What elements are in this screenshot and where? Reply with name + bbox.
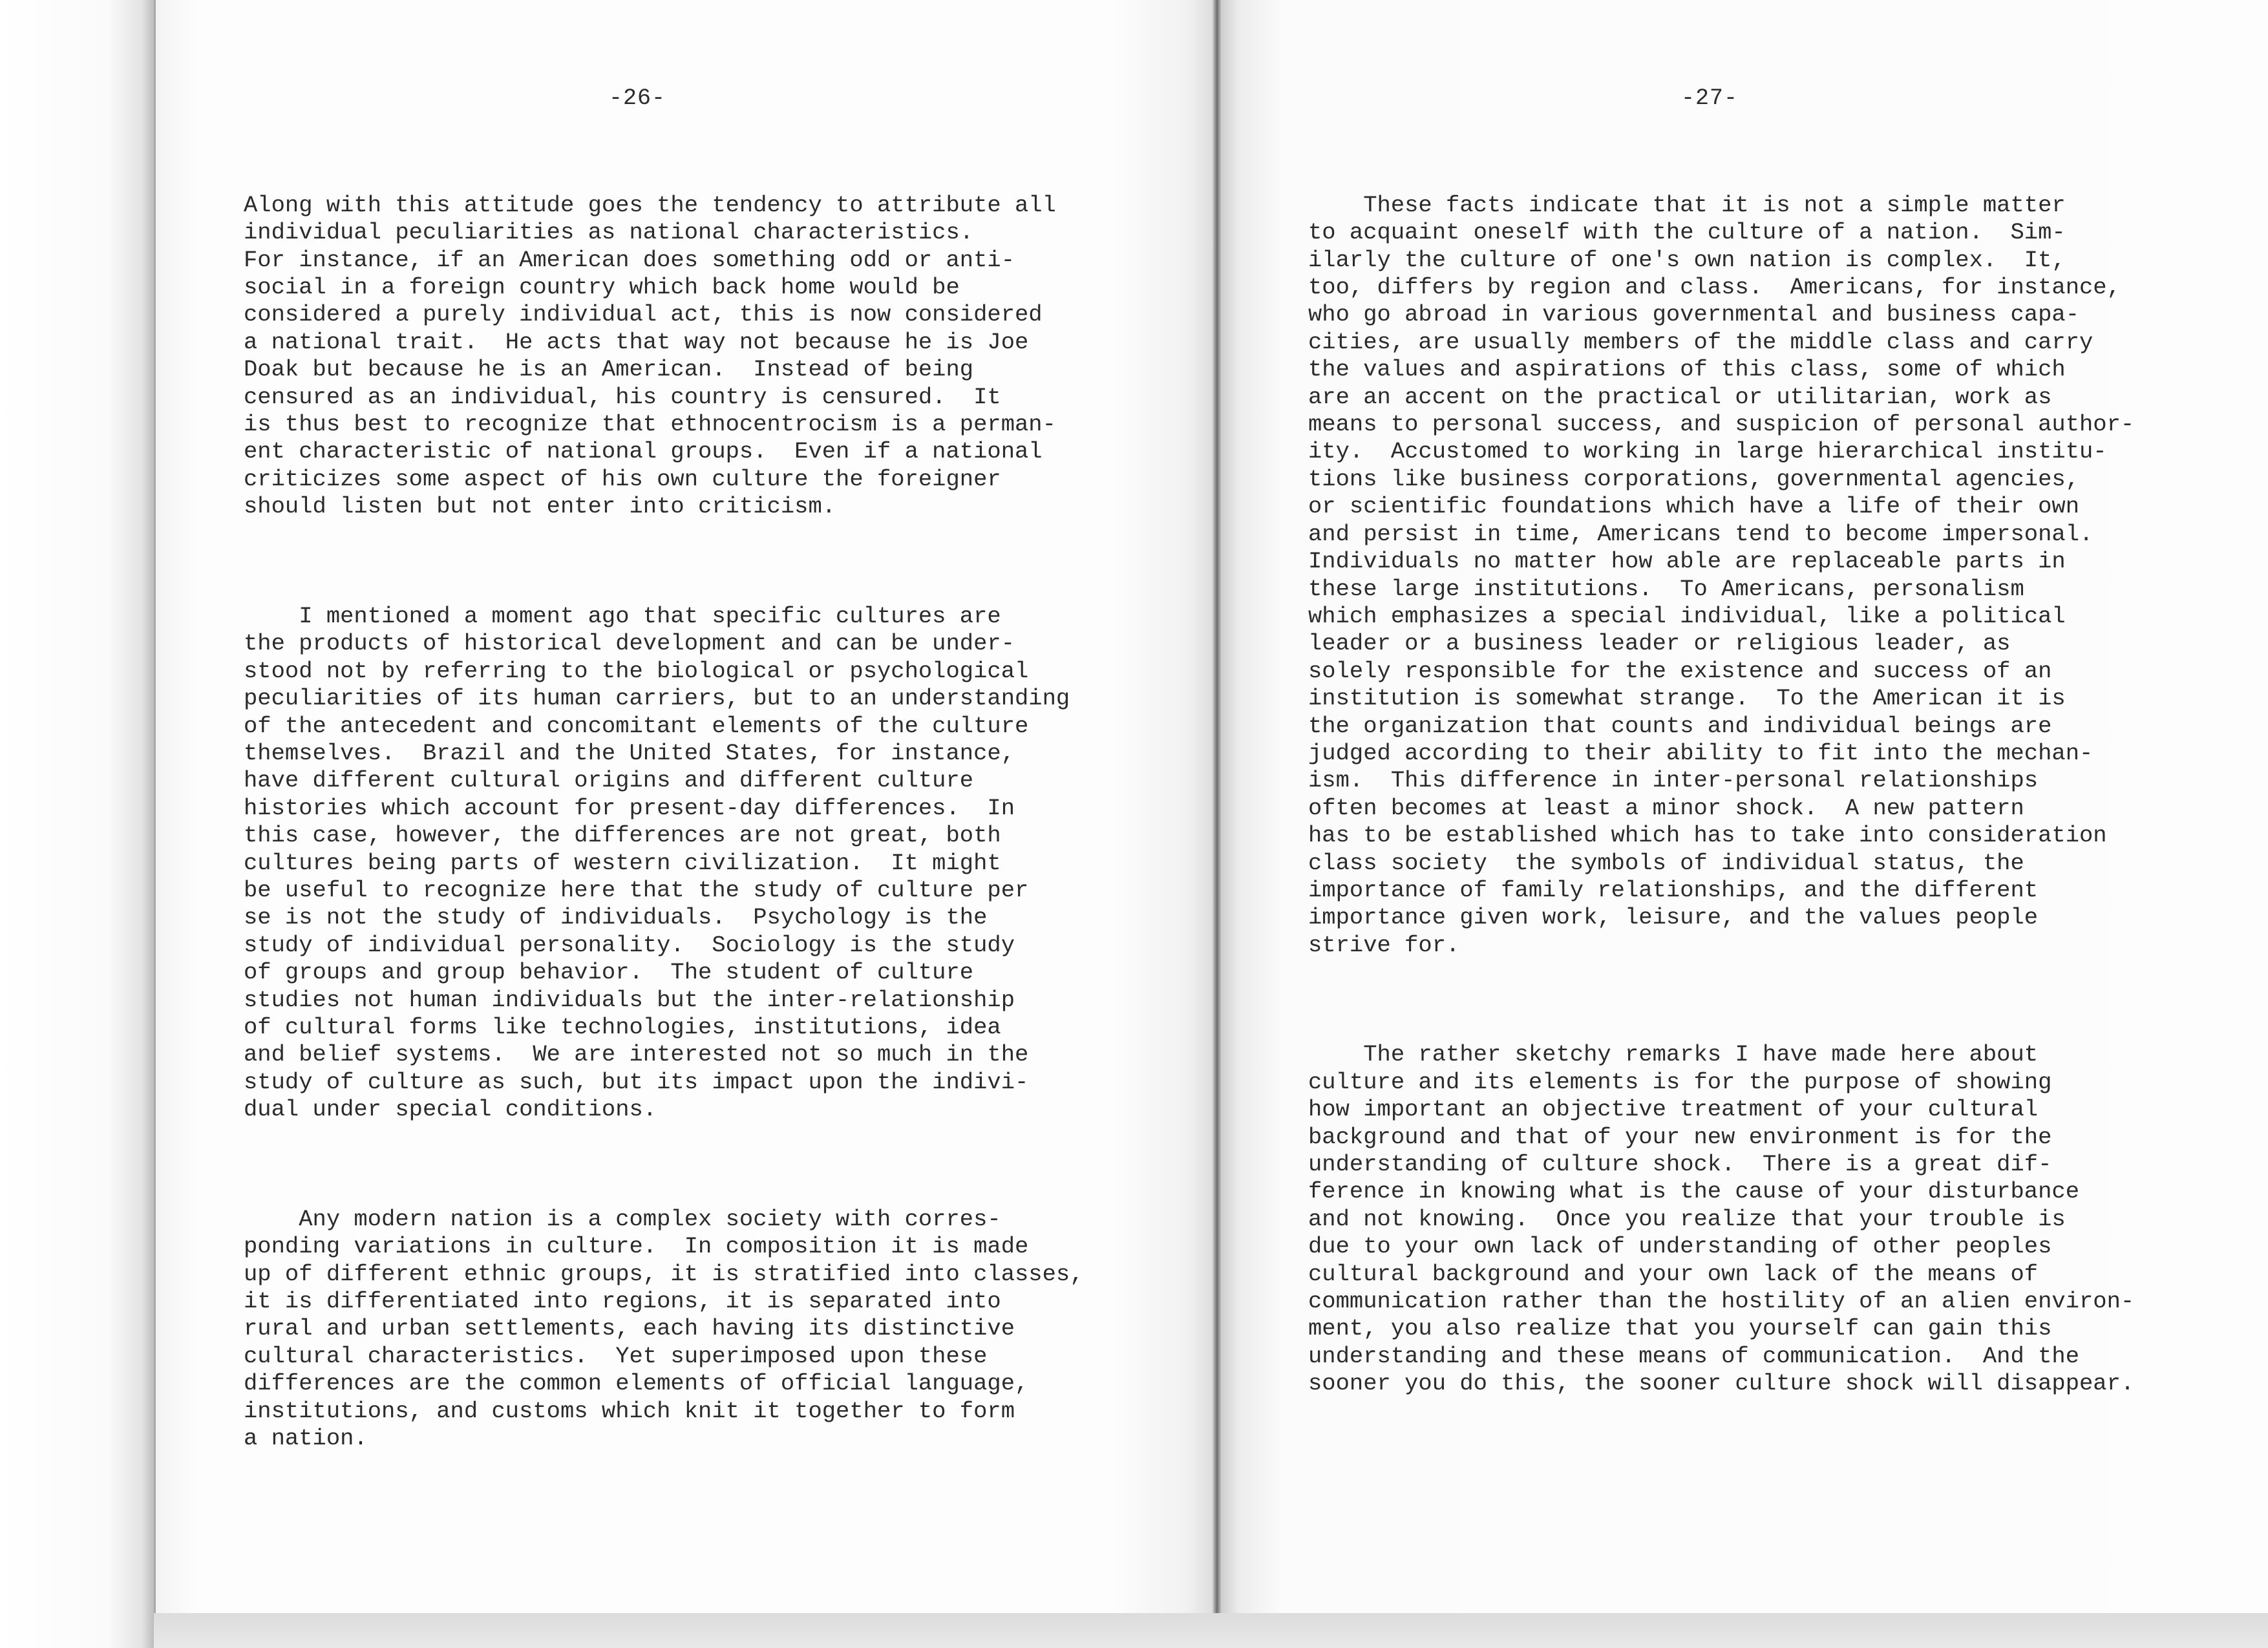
right-page-body [1308, 137, 2134, 1425]
paragraph: These facts indicate that it is not a simple matter to acquaint oneself with the culture of a nation. Sim- ilarly the culture of one's own nation is complex. It, too, differs by region and class. Americans, for instance, who go abroad in various governmental and business capa- cities, are usually members of the middle class and carry the values and aspirations of this class, some of which are an accent on the practical or utilitarian, work as means to personal success, and suspicion of personal author- ity. Accustomed to working in large hierarchical institu- tions like business corporations, governmental agencies, or scientific foundations which have a life of their own and persist in time, Americans tend to become impersonal. Individuals no matter how able are replaceable parts in these large institutions. To Americans, personalism which emphasizes a special individual, like a political leader or a business leader or religious leader, as solely responsible for the existence and success of an institution is somewhat strange. To the American it is the organization that counts and individual beings are judged according to their ability to fit into the mechan- ism. This difference in inter-personal relationships often becomes at least a minor shock. A new pattern has to be established which has to take into consideration class society the symbols of individual status, the importance of family relationships, and the different importance given work, leisure, and the values people strive for. [1308, 191, 2135, 958]
scan-bottom-edge [154, 1613, 2268, 1648]
paragraph: Along with this attitude goes the tendency to attribute all individual peculiarities as national characteristics. For instance, if an American does something odd or anti- social in a foreign country which back home would be considered a purely individual act, this is now considered a national trait. He acts that way not because he is Joe Doak but because he is an American. Instead of being censured as an individual, his country is censured. It is thus best to recognize that ethnocentrocism is a perman- ent characteristic of national groups. Even if a national criticizes some aspect of his own culture the foreigner should listen but not enter into criticism. [244, 191, 1056, 520]
scanner-margin [0, 0, 154, 1648]
page-number-left: -26- [609, 85, 666, 111]
paragraph: I mentioned a moment ago that specific cultures are the products of historical development and can be under- stood not by referring to the biological or psychological peculiarities of its human carriers, but to an understanding of the antecedent and concomitant elements of the culture themselves. Brazil and the United States, for instance, have different cultural origins and different culture histories which account for present-day differences. In this case, however, the differences are not great, both cultures being parts of western civilization. It might be useful to recognize here that the study of culture per se is not the study of individuals. Psychology is the study of individual personality. Sociology is the study of groups and group behavior. The student of culture studies not human individuals but the inter-relationship of cultural forms like technologies, institutions, idea and belief systems. We are interested not so much in the study of culture as such, but its impact upon the indivi- dual under special conditions. [244, 602, 1070, 1123]
left-page-body [244, 137, 1084, 1480]
page-number-right: -27- [1681, 85, 1739, 111]
book-gutter [1213, 0, 1222, 1613]
paragraph: The rather sketchy remarks I have made here about culture and its elements is for the purpose of showing how important an objective treatment of your cultural background and that of your new environment is for the understanding of culture shock. There is a great dif- ference in knowing what is the cause of your disturbance and not knowing. Once you realize that your trouble is due to your own lack of understanding of other peoples cultural background and your own lack of the means of communication rather than the hostility of an alien environ- ment, you also realize that you yourself can gain this understanding and these means of communication. And the sooner you do this, the sooner culture shock will disappear. [1308, 1041, 2135, 1397]
paragraph: Any modern nation is a complex society with corres- ponding variations in culture. In composition it is made up of different ethnic groups, it is stratified into classes, it is differentiated into regions, it is separated into rural and urban settlements, each having its distinctive cultural characteristics. Yet superimposed upon these differences are the common elements of official language, institutions, and customs which knit it together to form a nation. [244, 1205, 1084, 1452]
